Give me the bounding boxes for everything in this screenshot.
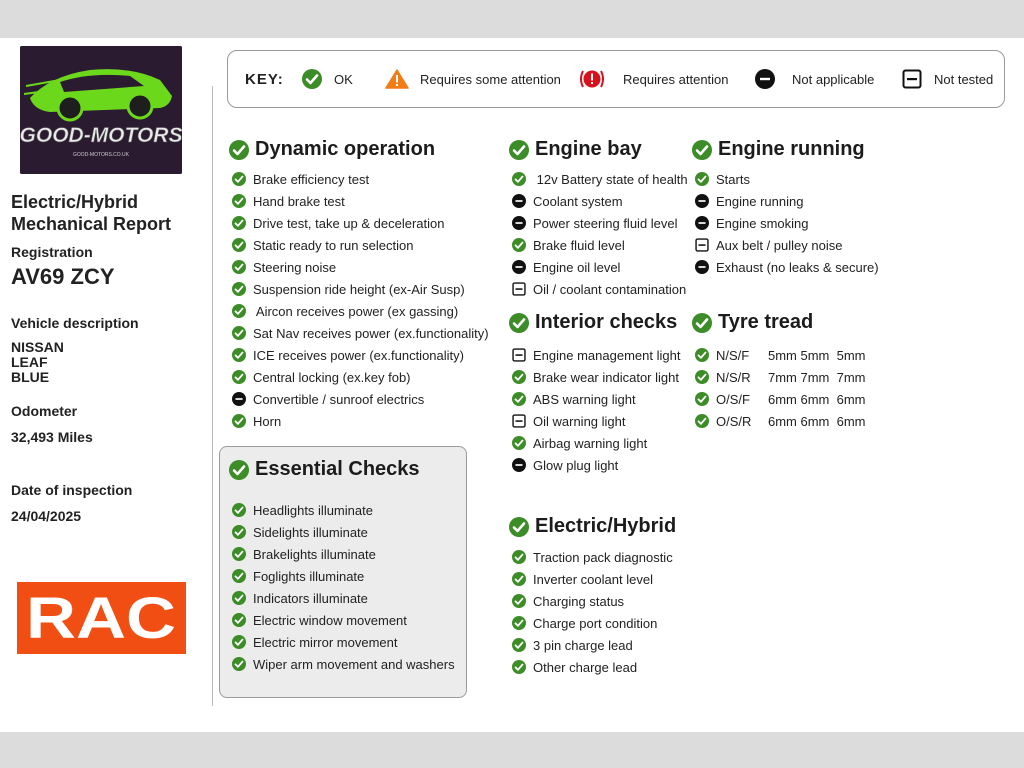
check-item bbox=[232, 587, 455, 609]
section-dynamic-operation bbox=[229, 138, 489, 432]
key-title: KEY: bbox=[245, 70, 284, 88]
check-circle-icon bbox=[232, 194, 246, 208]
check-circle-icon bbox=[232, 613, 246, 627]
check-circle-icon bbox=[232, 238, 246, 252]
section-title-text: Dynamic operation bbox=[255, 138, 436, 160]
check-circle-icon bbox=[232, 260, 246, 274]
tyre-row bbox=[695, 388, 866, 410]
check-item-label: ABS warning light bbox=[533, 391, 636, 407]
tyre-tread-values: 6mm 6mm 6mm bbox=[768, 391, 866, 407]
report-page bbox=[0, 38, 1024, 732]
check-circle-icon bbox=[232, 348, 246, 362]
check-item-label: Oil / coolant contamination bbox=[533, 281, 687, 297]
odometer-value: 32,493 Miles bbox=[11, 429, 93, 445]
item-list bbox=[232, 168, 489, 432]
rac-logo-text: RAC bbox=[26, 586, 176, 651]
check-item-label: Charging status bbox=[533, 593, 625, 609]
check-circle-icon bbox=[232, 547, 246, 561]
minus-circle-icon bbox=[512, 260, 526, 274]
key-attention-label: Requires attention bbox=[623, 71, 729, 87]
minus-square-icon bbox=[512, 348, 526, 362]
check-circle-icon bbox=[232, 591, 246, 605]
check-item-label: Sat Nav receives power (ex.functionality) bbox=[253, 325, 489, 341]
section-title-text: Engine running bbox=[718, 138, 865, 160]
check-item bbox=[512, 366, 680, 388]
check-item-label: Brake wear indicator light bbox=[533, 369, 679, 385]
check-item-label: Static ready to run selection bbox=[253, 237, 414, 253]
check-item bbox=[232, 521, 455, 543]
good-motors-logo bbox=[20, 46, 182, 174]
check-item bbox=[512, 278, 688, 300]
registration-value: AV69 ZCY bbox=[11, 264, 115, 289]
minus-circle-icon bbox=[695, 260, 709, 274]
key-title-wrap bbox=[245, 51, 284, 107]
check-item-label: Other charge lead bbox=[533, 659, 638, 675]
tyre-tread-values: 7mm 7mm 7mm bbox=[768, 369, 866, 385]
check-item bbox=[232, 543, 455, 565]
check-circle-icon bbox=[232, 370, 246, 384]
check-item bbox=[512, 590, 676, 612]
check-item-label: Central locking (ex.key fob) bbox=[253, 369, 411, 385]
check-item-label: Airbag warning light bbox=[533, 435, 648, 451]
check-circle-icon bbox=[232, 282, 246, 296]
report-title bbox=[11, 191, 171, 235]
check-circle-icon bbox=[232, 503, 246, 517]
check-item bbox=[512, 612, 676, 634]
vehicle-colour: BLUE bbox=[11, 369, 50, 385]
check-item-label: Oil warning light bbox=[533, 413, 626, 429]
tyre-row bbox=[695, 410, 866, 432]
check-item bbox=[232, 499, 455, 521]
section-engine-running bbox=[692, 138, 879, 278]
check-item-label: Foglights illuminate bbox=[253, 568, 365, 584]
check-item-label: Coolant system bbox=[533, 193, 623, 209]
key-not-tested bbox=[902, 51, 993, 107]
check-item bbox=[232, 256, 489, 278]
check-item-label: ICE receives power (ex.functionality) bbox=[253, 347, 464, 363]
section-engine-bay bbox=[509, 138, 688, 300]
check-circle-icon bbox=[512, 392, 526, 406]
check-item-label: 3 pin charge lead bbox=[533, 637, 633, 653]
tyre-tread-values: 6mm 6mm 6mm bbox=[768, 413, 866, 429]
check-item-label: Brakelights illuminate bbox=[253, 546, 376, 562]
check-item bbox=[232, 410, 489, 432]
check-circle-icon bbox=[512, 616, 526, 630]
vehicle-description-label: Vehicle description bbox=[11, 315, 139, 331]
check-item-label: Engine smoking bbox=[716, 215, 809, 231]
check-item-label: Sidelights illuminate bbox=[253, 524, 368, 540]
check-circle-icon bbox=[692, 313, 712, 333]
check-item-label: Electric mirror movement bbox=[253, 634, 398, 650]
check-item bbox=[232, 609, 455, 631]
registration-label: Registration bbox=[11, 244, 93, 260]
inspection-date-value: 24/04/2025 bbox=[11, 508, 82, 524]
minus-square-icon bbox=[695, 238, 709, 252]
check-circle-icon bbox=[512, 638, 526, 652]
check-item bbox=[512, 388, 680, 410]
check-item-label: Wiper arm movement and washers bbox=[253, 656, 455, 672]
check-circle-icon bbox=[232, 635, 246, 649]
check-circle-icon bbox=[232, 172, 246, 186]
check-item-label: Inverter coolant level bbox=[533, 571, 653, 587]
check-item-label: Glow plug light bbox=[533, 457, 619, 473]
warning-triangle-icon bbox=[385, 69, 405, 89]
check-item bbox=[232, 190, 489, 212]
check-item bbox=[512, 568, 676, 590]
item-list bbox=[232, 499, 455, 675]
check-item-label: Steering noise bbox=[253, 259, 337, 275]
tyre-position: N/S/R bbox=[716, 369, 751, 385]
check-circle-icon bbox=[232, 414, 246, 428]
check-item-label: Hand brake test bbox=[253, 193, 345, 209]
check-item-label: Traction pack diagnostic bbox=[533, 549, 673, 565]
tyre-row bbox=[695, 344, 866, 366]
inspection-date-label: Date of inspection bbox=[11, 482, 133, 498]
key-some-attention bbox=[385, 51, 561, 107]
key-ok-label: OK bbox=[334, 71, 353, 87]
check-item-label: Engine oil level bbox=[533, 259, 621, 275]
key-some-attention-label: Requires some attention bbox=[420, 71, 561, 87]
odometer-label: Odometer bbox=[11, 403, 78, 419]
check-circle-icon bbox=[302, 69, 322, 89]
check-circle-icon bbox=[232, 326, 246, 340]
check-item bbox=[512, 546, 676, 568]
section-electric-hybrid bbox=[509, 515, 676, 678]
check-circle-icon bbox=[695, 414, 709, 428]
minus-square-icon bbox=[512, 282, 526, 296]
minus-circle-icon bbox=[695, 194, 709, 208]
check-circle-icon bbox=[512, 436, 526, 450]
check-circle-icon bbox=[695, 392, 709, 406]
item-list bbox=[512, 546, 676, 678]
check-item-label: Exhaust (no leaks & secure) bbox=[716, 259, 879, 275]
minus-circle-icon bbox=[755, 69, 775, 89]
check-item-label: Engine management light bbox=[533, 347, 681, 363]
check-item-label: Power steering fluid level bbox=[533, 215, 678, 231]
section-title bbox=[229, 458, 455, 481]
minus-square-icon bbox=[512, 414, 526, 428]
check-item bbox=[232, 565, 455, 587]
section-title-text: Electric/Hybrid bbox=[535, 515, 677, 537]
check-circle-icon bbox=[512, 550, 526, 564]
vehicle-description bbox=[11, 340, 64, 385]
check-item bbox=[512, 256, 688, 278]
check-item bbox=[512, 344, 680, 366]
check-item-label: Electric window movement bbox=[253, 612, 407, 628]
check-circle-icon bbox=[512, 238, 526, 252]
item-list bbox=[695, 344, 866, 432]
check-item-label: Indicators illuminate bbox=[253, 590, 368, 606]
check-circle-icon bbox=[229, 460, 249, 480]
check-item bbox=[512, 212, 688, 234]
section-title bbox=[692, 138, 879, 161]
tyre-position: O/S/F bbox=[716, 391, 750, 407]
check-circle-icon bbox=[512, 172, 526, 186]
tyre-row bbox=[695, 366, 866, 388]
check-circle-icon bbox=[509, 517, 529, 537]
check-item bbox=[695, 190, 879, 212]
section-title-text: Engine bay bbox=[535, 138, 642, 160]
item-list bbox=[695, 168, 879, 278]
tyre-position: O/S/R bbox=[716, 413, 752, 429]
check-circle-icon bbox=[695, 370, 709, 384]
item-list bbox=[512, 168, 688, 300]
tyre-position: N/S/F bbox=[716, 347, 750, 363]
check-item-label: Suspension ride height (ex-Air Susp) bbox=[253, 281, 465, 297]
section-essential-checks bbox=[229, 458, 455, 675]
check-circle-icon bbox=[512, 370, 526, 384]
check-circle-icon bbox=[509, 313, 529, 333]
check-item-label: Aircon receives power (ex gassing) bbox=[253, 303, 459, 319]
check-circle-icon bbox=[512, 572, 526, 586]
check-item bbox=[512, 190, 688, 212]
check-circle-icon bbox=[232, 569, 246, 583]
logo-brand-text: GOOD-MOTORS bbox=[20, 124, 182, 147]
key-not-tested-label: Not tested bbox=[934, 71, 994, 87]
vehicle-make: NISSAN bbox=[11, 339, 64, 355]
key-na-label: Not applicable bbox=[792, 71, 875, 87]
section-interior-checks bbox=[509, 311, 680, 476]
section-title-text: Essential Checks bbox=[255, 458, 420, 480]
minus-circle-icon bbox=[512, 458, 526, 472]
check-item bbox=[232, 366, 489, 388]
check-item-label: Horn bbox=[253, 413, 282, 429]
minus-circle-icon bbox=[512, 216, 526, 230]
report-title-line2: Mechanical Report bbox=[11, 214, 172, 234]
check-item bbox=[512, 656, 676, 678]
check-item bbox=[695, 212, 879, 234]
check-item bbox=[232, 168, 489, 190]
alert-circle-icon bbox=[579, 68, 605, 90]
section-title-text: Interior checks bbox=[535, 311, 678, 333]
check-item-label: Convertible / sunroof electrics bbox=[253, 391, 425, 407]
section-title bbox=[229, 138, 489, 161]
status-key bbox=[227, 50, 1005, 108]
item-list bbox=[512, 344, 680, 476]
check-item-label: Brake fluid level bbox=[533, 237, 625, 253]
check-circle-icon bbox=[512, 660, 526, 674]
check-circle-icon bbox=[232, 657, 246, 671]
key-attention bbox=[579, 51, 729, 107]
section-title bbox=[692, 311, 866, 334]
section-title bbox=[509, 138, 688, 161]
check-item bbox=[232, 322, 489, 344]
logo-url-text: GOOD-MOTORS.CO.UK bbox=[72, 152, 130, 158]
check-item bbox=[512, 410, 680, 432]
check-item bbox=[232, 631, 455, 653]
check-circle-icon bbox=[509, 140, 529, 160]
sidebar-divider bbox=[212, 86, 213, 706]
check-item bbox=[232, 344, 489, 366]
key-ok bbox=[302, 51, 353, 107]
check-item bbox=[512, 432, 680, 454]
tyre-tread-values: 5mm 5mm 5mm bbox=[768, 347, 866, 363]
check-circle-icon bbox=[232, 525, 246, 539]
minus-circle-icon bbox=[232, 392, 246, 406]
check-item-label: Brake efficiency test bbox=[253, 171, 370, 187]
section-title bbox=[509, 515, 676, 538]
rac-logo bbox=[17, 582, 186, 654]
check-item-label: Headlights illuminate bbox=[253, 502, 373, 518]
check-circle-icon bbox=[695, 348, 709, 362]
check-item-label: Charge port condition bbox=[533, 615, 658, 631]
check-item-label: Aux belt / pulley noise bbox=[716, 237, 843, 253]
check-circle-icon bbox=[692, 140, 712, 160]
minus-circle-icon bbox=[512, 194, 526, 208]
check-item-label: Drive test, take up & deceleration bbox=[253, 215, 445, 231]
check-item bbox=[695, 168, 879, 190]
check-item bbox=[232, 300, 489, 322]
check-item bbox=[232, 234, 489, 256]
check-circle-icon bbox=[232, 304, 246, 318]
check-item-label: Engine running bbox=[716, 193, 804, 209]
check-item bbox=[512, 454, 680, 476]
check-item-label: 12v Battery state of health bbox=[533, 171, 688, 187]
check-item bbox=[512, 168, 688, 190]
check-item bbox=[232, 278, 489, 300]
check-item bbox=[512, 634, 676, 656]
check-item bbox=[695, 256, 879, 278]
check-item bbox=[512, 234, 688, 256]
check-circle-icon bbox=[232, 216, 246, 230]
check-item bbox=[232, 212, 489, 234]
vehicle-model: LEAF bbox=[11, 354, 48, 370]
key-na bbox=[755, 51, 874, 107]
check-item bbox=[232, 653, 455, 675]
check-item bbox=[232, 388, 489, 410]
check-item bbox=[695, 234, 879, 256]
check-circle-icon bbox=[229, 140, 249, 160]
section-title bbox=[509, 311, 680, 334]
minus-circle-icon bbox=[695, 216, 709, 230]
report-title-line1: Electric/Hybrid bbox=[11, 192, 139, 212]
check-circle-icon bbox=[512, 594, 526, 608]
check-item-label: Starts bbox=[716, 171, 750, 187]
section-title-text: Tyre tread bbox=[718, 311, 814, 333]
check-circle-icon bbox=[695, 172, 709, 186]
minus-square-icon bbox=[902, 69, 922, 89]
section-tyre-tread bbox=[692, 311, 866, 432]
